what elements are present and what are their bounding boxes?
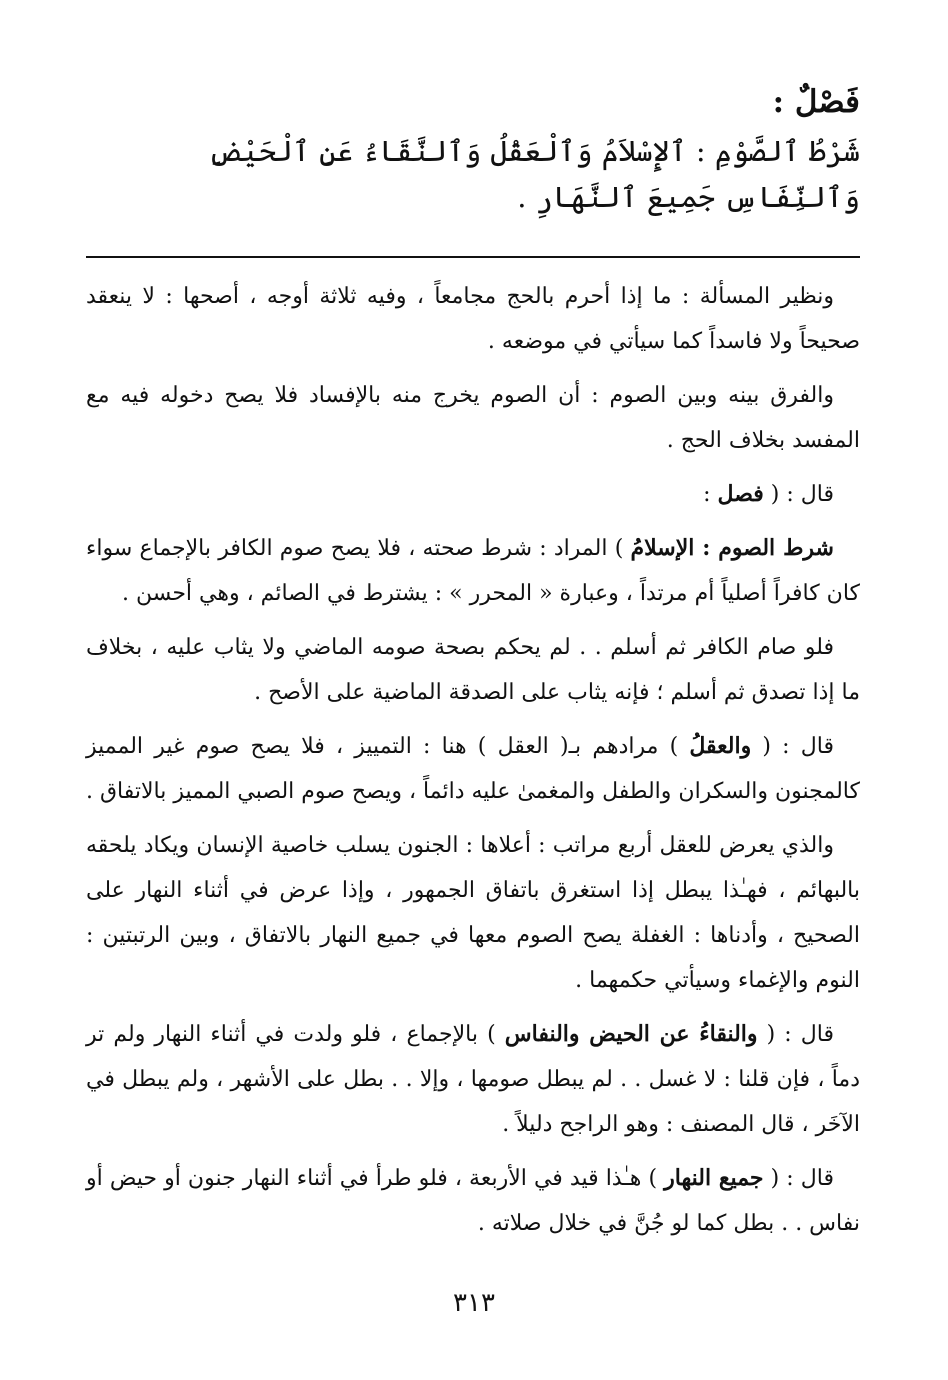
page-number: ٣١٣ — [453, 1288, 495, 1318]
paragraph-text: ) هـٰذا قيد في الأربعة ، فلو طرأ في أثناء النهار جنون أو حيض أو نفاس . . بطل كما لو جُنَّ في خلال صلاته . — [86, 1166, 860, 1236]
quoted-matn: شرط الصوم : الإسلامُ — [630, 535, 834, 561]
quoted-matn: والعقلُ — [689, 733, 752, 759]
paragraph-text: قال : ( — [763, 482, 834, 507]
paragraph-text: ) بالإجماع ، فلو ولدت في أثناء النهار ولم تر دماً ، فإن قلنا : لا غسل . . لم يبطل صومها ، وإلا . . بطل على الأشهر ، ولم يبطل في الآخَر ، قال المصنف : وهو الراجح دليلاً . — [86, 1022, 860, 1137]
paragraph-text: والذي يعرض للعقل أربع مراتب : أعلاها : الجنون يسلب خاصية الإنسان ويكاد يلحقه بالبهائم ، فهـٰذا يبطل إذا استغرق باتفاق الجمهور ، وإذا عرض في أثناء النهار على الصحيح ، وأدناها : الغفلة يصح الصوم معها في جميع النهار بالاتفاق ، وبين الرتبتين : النوم والإغماء وسيأتي حكمهما . — [86, 833, 860, 993]
paragraph-text: ونظير المسألة : ما إذا أحرم بالحج مجامعاً ، وفيه ثلاثة أوجه ، أصحها : لا ينعقد صحيحاً ولا فاسداً كما سيأتي في موضعه . — [86, 284, 860, 354]
paragraph-text: قال : ( — [757, 1022, 834, 1047]
paragraph-text: قال : ( — [763, 1166, 835, 1191]
quoted-matn: فصل — [717, 481, 764, 507]
paragraph — [86, 1012, 860, 1147]
paragraph — [86, 823, 860, 1003]
matn-heading: فَصْلٌ : — [772, 84, 860, 120]
paragraph-text: : — [703, 482, 718, 507]
paragraph-text: قال : ( — [751, 734, 834, 759]
paragraph — [86, 472, 860, 517]
separator-rule — [86, 256, 860, 258]
paragraph-text: ) المراد : شرط صحته ، فلا يصح صوم الكافر بالإجماع سواء كان كافراً أصلياً أم مرتداً ، وعبارة « المحرر » : يشترط في الصائم ، وهي أحسن . — [86, 536, 860, 606]
paragraph — [86, 373, 860, 463]
paragraph-text: ) مرادهم بـ( العقل ) هنا : التمييز ، فلا يصح صوم غير المميز كالمجنون والسكران والطفل والمغمىٰ عليه دائماً ، ويصح صوم الصبي المميز بالاتفاق . — [86, 734, 860, 804]
paragraph — [86, 724, 860, 814]
matn-text: شَرْطُ ٱلصَّوْمِ : ٱلإِسْلاَمُ وَٱلْعَقْلُ وَٱلنَّقَاءُ عَنِ ٱلْحَيْضِ وَٱلنِّفَاسِ جَمِيعَ ٱلنَّهَارِ . — [207, 134, 860, 214]
commentary — [86, 274, 860, 1246]
paragraph-text: فلو صام الكافر ثم أسلم . . لم يحكم بصحة صومه الماضي ولا يثاب عليه ، بخلاف ما إذا تصدق ثم أسلم ؛ فإنه يثاب على الصدقة الماضية على الأصح . — [86, 635, 860, 705]
paragraph-text: والفرق بينه وبين الصوم : أن الصوم يخرج منه بالإفساد فلا يصح دخوله فيه مع المفسد بخلاف الحج . — [86, 383, 860, 453]
quoted-matn: جميع النهار — [664, 1165, 764, 1191]
quoted-matn: والنقاءُ عن الحيض والنفاس — [504, 1021, 758, 1047]
paragraph — [86, 526, 860, 616]
paragraph — [86, 625, 860, 715]
paragraph — [86, 274, 860, 364]
paragraph — [86, 1156, 860, 1246]
